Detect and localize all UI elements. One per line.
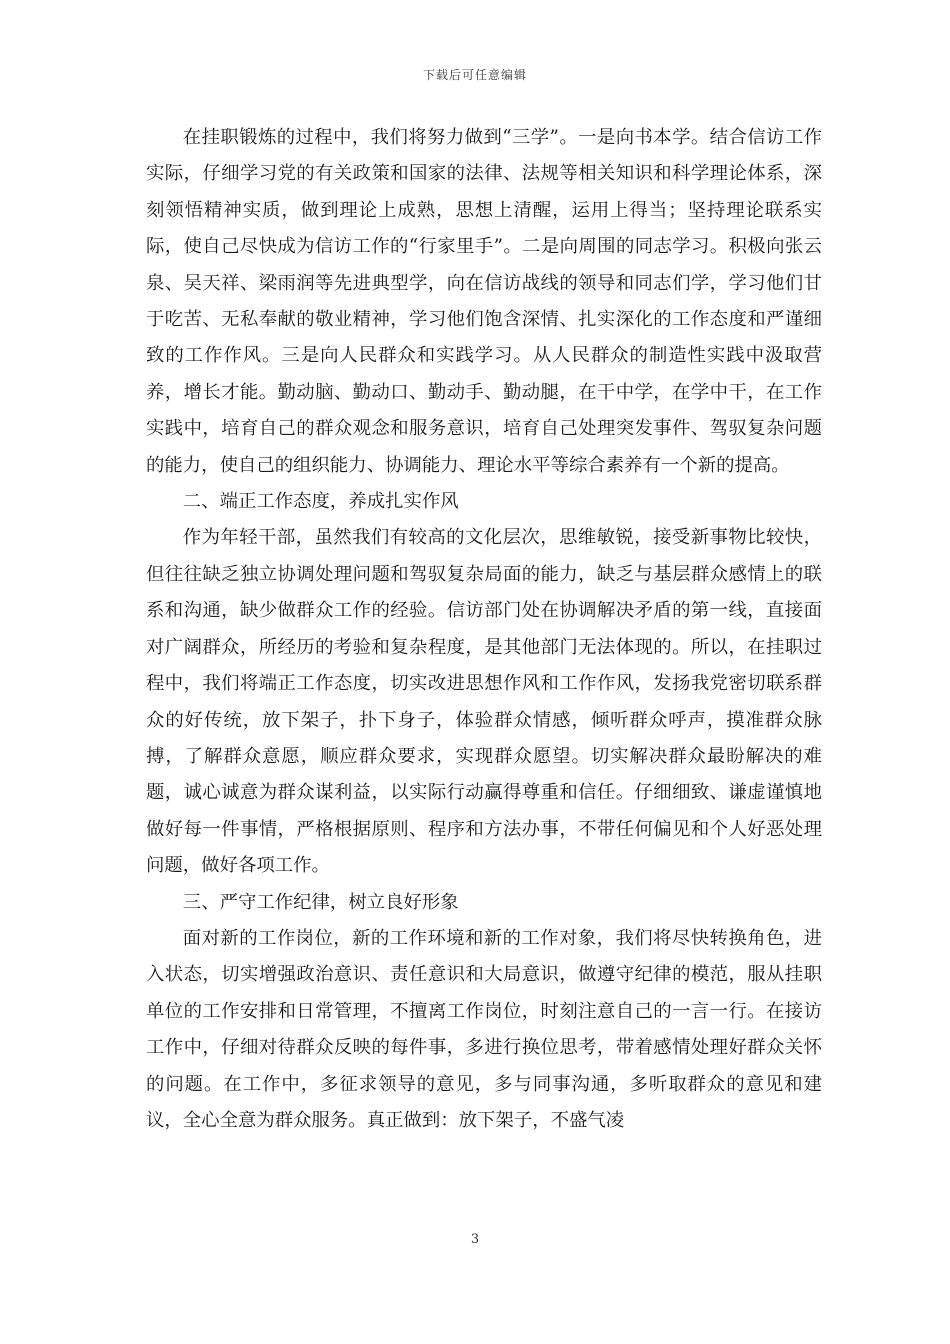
section-heading-work-attitude: 二、端正工作态度，养成扎实作风 bbox=[182, 491, 459, 513]
page-number: 3 bbox=[470, 1232, 480, 1247]
document-body bbox=[146, 120, 822, 1139]
paragraph-work-discipline: 面对新的工作岗位，新的工作环境和新的工作对象，我们将尽快转换角色，进入状态，切实增强政治意识、责任意识和大局意识，做遵守纪律的模范，服从挂职单位的工作安排和日常管理，不擅离工作岗位，时刻注意自己的一言一行。在接访工作中，仔细对待群众反映的每件事，多进行换位思考，带着感情处理好群众关怀的问题。在工作中，多征求领导的意见，多与同事沟通，多听取群众的意见和建议，全心全意为群众服务。真正做到：放下架子，不盛气凌 bbox=[146, 927, 822, 1131]
section-heading-work-discipline: 三、严守工作纪律，树立良好形象 bbox=[182, 891, 459, 913]
paragraph-work-attitude: 作为年轻干部，虽然我们有较高的文化层次，思维敏锐，接受新事物比较快，但往往缺乏独立协调处理问题和驾驭复杂局面的能力，缺乏与基层群众感情上的联系和沟通，缺少做群众工作的经验。信访部门处在协调解决矛盾的第一线，直接面对广阔群众，所经历的考验和复杂程度，是其他部门无法体现的。所以，在挂职过程中，我们将端正工作态度，切实改进思想作风和工作作风，发扬我党密切联系群众的好传统，放下架子，扑下身子，体验群众情感，倾听群众呼声，摸准群众脉搏，了解群众意愿，顺应群众要求，实现群众愿望。切实解决群众最盼解决的难题，诚心诚意为群众谋利益，以实际行动赢得尊重和信任。仔细细致、谦虚谨慎地做好每一件事情，严格根据原则、程序和方法办事，不带任何偏见和个人好恶处理问题，做好各项工作。 bbox=[146, 527, 822, 877]
page-header: 下载后可任意编辑 bbox=[422, 68, 527, 82]
paragraph-three-studies: 在挂职锻炼的过程中，我们将努力做到“三学”。一是向书本学。结合信访工作实际，仔细学习党的有关政策和国家的法律、法规等相关知识和科学理论体系，深刻领悟精神实质，做到理论上成熟，思想上清醒，运用上得当；坚持理论联系实际，使自己尽快成为信访工作的“行家里手”。二是向周围的同志学习。积极向张云泉、吴天祥、梁雨润等先进典型学，向在信访战线的领导和同志们学，学习他们甘于吃苦、无私奉献的敬业精神，学习他们饱含深情、扎实深化的工作态度和严谨细致的工作作风。三是向人民群众和实践学习。从人民群众的制造性实践中汲取营养，增长才能。勤动脑、勤动口、勤动手、勤动腿，在干中学，在学中干，在工作实践中，培育自己的群众观念和服务意识，培育自己处理突发事件、驾驭复杂问题的能力，使自己的组织能力、协调能力、理论水平等综合素养有一个新的提高。 bbox=[146, 127, 822, 476]
